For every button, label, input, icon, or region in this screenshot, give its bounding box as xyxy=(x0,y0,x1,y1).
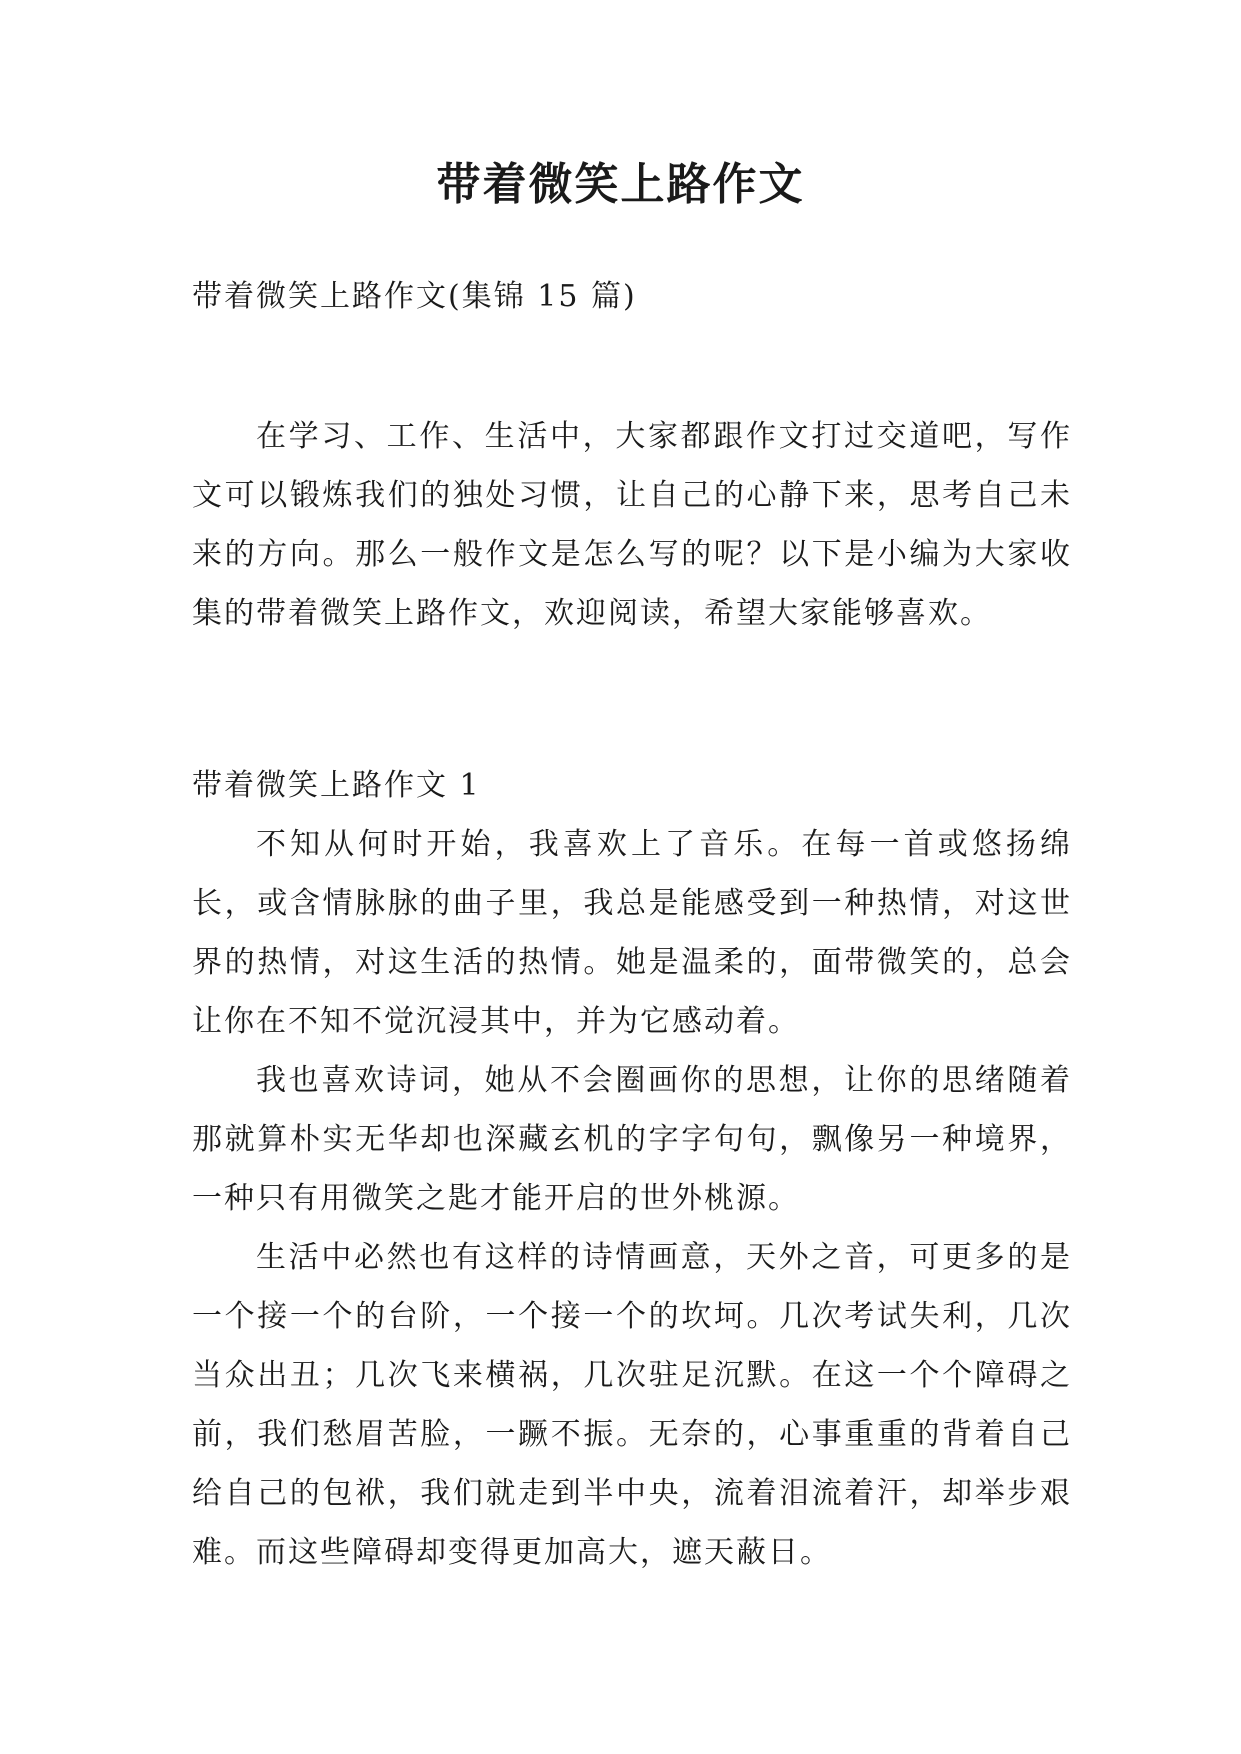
document-title: 带着微笑上路作文 xyxy=(436,159,805,210)
section-paragraph: 我也喜欢诗词，她从不会圈画你的思想，让你的思绪随着那就算朴实无华却也深藏玄机的字字句句，飘像另一种境界，一种只有用微笑之匙才能开启的世外桃源。 xyxy=(192,1063,1072,1216)
section-body xyxy=(192,815,1072,1582)
section-heading: 带着微笑上路作文 1 xyxy=(192,768,481,803)
intro-paragraph: 在学习、工作、生活中，大家都跟作文打过交道吧，写作文可以锻炼我们的独处习惯，让自己的心静下来，思考自己未来的方向。那么一般作文是怎么写的呢？以下是小编为大家收集的带着微笑上路作文，欢迎阅读，希望大家能够喜欢。 xyxy=(192,419,1072,631)
section-paragraph: 生活中必然也有这样的诗情画意，天外之音，可更多的是一个接一个的台阶，一个接一个的坎坷。几次考试失利，几次当众出丑；几次飞来横祸，几次驻足沉默。在这一个个障碍之前，我们愁眉苦脸，一蹶不振。无奈的，心事重重的背着自己给自己的包袱，我们就走到半中央，流着泪流着汗，却举步艰难。而这些障碍却变得更加高大，遮天蔽日。 xyxy=(192,1240,1072,1570)
document-subtitle: 带着微笑上路作文(集锦 15 篇) xyxy=(192,279,637,314)
section-paragraph: 不知从何时开始，我喜欢上了音乐。在每一首或悠扬绵长，或含情脉脉的曲子里，我总是能感受到一种热情，对这世界的热情，对这生活的热情。她是温柔的，面带微笑的，总会让你在不知不觉沉浸其中，并为它感动着。 xyxy=(192,827,1072,1039)
